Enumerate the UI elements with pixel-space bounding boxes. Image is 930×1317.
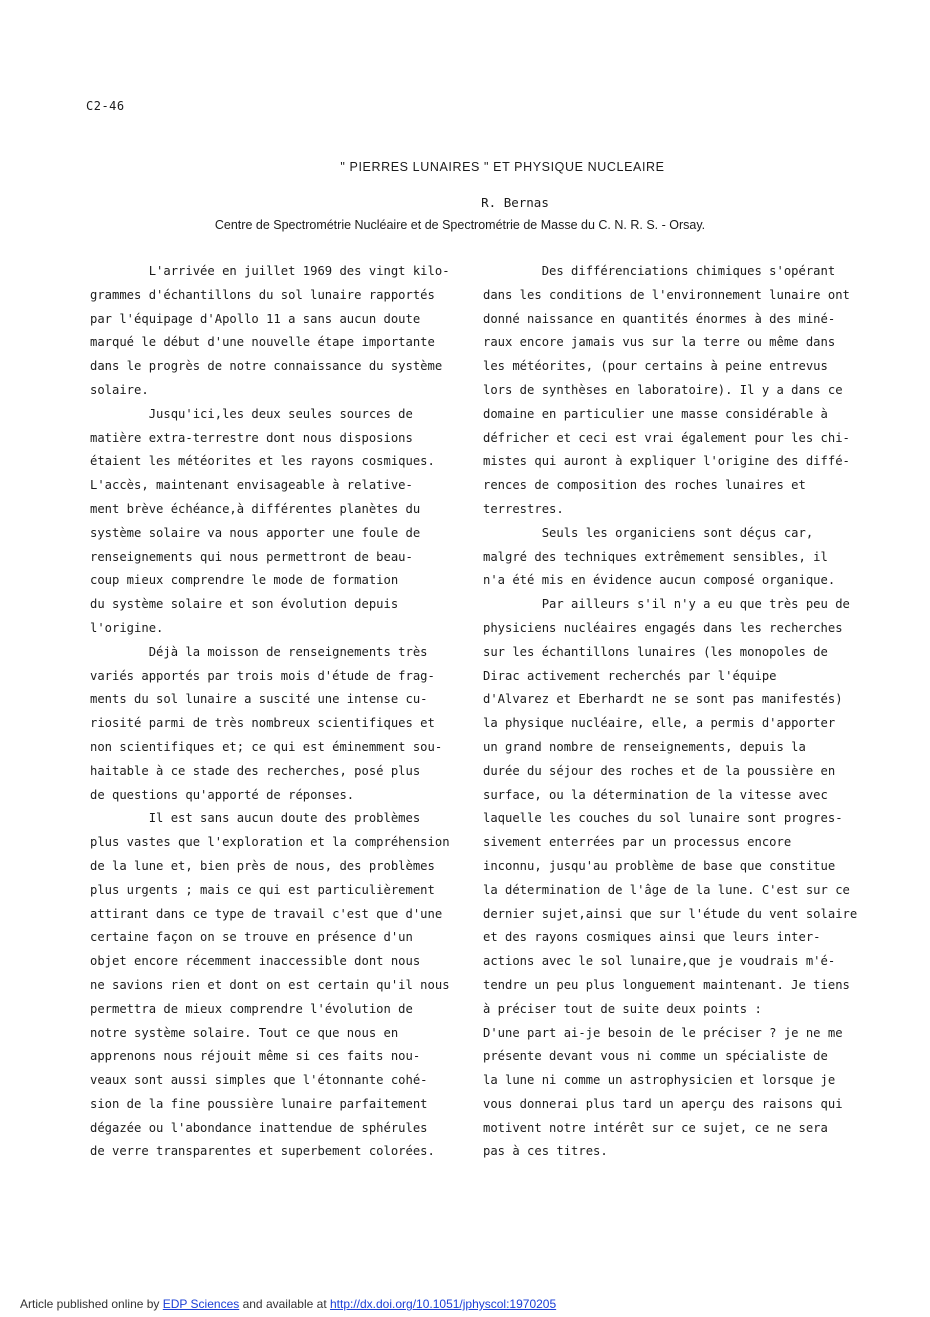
- text-line: vous donnerai plus tard un aperçu des raisons qui: [483, 1096, 843, 1111]
- text-line: raux encore jamais vus sur la terre ou même dans: [483, 335, 836, 350]
- text-line: Déjà la moisson de renseignements très: [90, 644, 428, 659]
- text-line: renseignements qui nous permettront de beau-: [90, 549, 413, 564]
- text-line: solaire.: [90, 382, 149, 397]
- text-line: et des rayons cosmiques ainsi que leurs inter-: [483, 930, 821, 945]
- text-line: actions avec le sol lunaire,que je voudrais m'é-: [483, 954, 836, 969]
- text-line: variés apportés par trois mois d'étude de frag-: [90, 668, 435, 683]
- text-line: laquelle les couches du sol lunaire sont progres-: [483, 811, 843, 826]
- text-line: par l'équipage d'Apollo 11 a sans aucun doute: [90, 311, 421, 326]
- text-line: durée du séjour des roches et de la poussière en: [483, 763, 836, 778]
- text-line: matière extra-terrestre dont nous disposions: [90, 430, 413, 445]
- text-line: un grand nombre de renseignements, depuis la: [483, 739, 806, 754]
- text-line: malgré des techniques extrêmement sensibles, il: [483, 549, 828, 564]
- text-line: d'Alvarez et Eberhardt ne se sont pas manifestés): [483, 692, 843, 707]
- text-line: donné naissance en quantités énormes à des miné-: [483, 311, 836, 326]
- text-line: présente devant vous ni comme un spécialiste de: [483, 1049, 828, 1064]
- text-line: la lune ni comme un astrophysicien et lorsque je: [483, 1073, 836, 1088]
- text-line: la physique nucléaire, elle, a permis d'apporter: [483, 716, 836, 731]
- text-line: défricher et ceci est vrai également pour les chi-: [483, 430, 850, 445]
- text-line: Jusqu'ici,les deux seules sources de: [90, 406, 413, 421]
- text-line: permettra de mieux comprendre l'évolution de: [90, 1001, 413, 1016]
- text-line: certaine façon on se trouve en présence d'un: [90, 930, 413, 945]
- text-line: plus urgents ; mais ce qui est particulièrement: [90, 882, 435, 897]
- text-line: L'accès, maintenant envisageable à relative-: [90, 478, 413, 493]
- text-line: pas à ces titres.: [483, 1144, 608, 1159]
- text-line: étaient les météorites et les rayons cosmiques.: [90, 454, 435, 469]
- text-line: veaux sont aussi simples que l'étonnante cohé-: [90, 1073, 428, 1088]
- right-column: [483, 260, 858, 1164]
- text-line: riosité parmi de très nombreux scientifiques et: [90, 716, 435, 731]
- text-line: coup mieux comprendre le mode de formation: [90, 573, 399, 588]
- page-id: C2-46: [86, 99, 125, 113]
- text-line: sur les échantillons lunaires (les monopoles de: [483, 644, 828, 659]
- text-line: rences de composition des roches lunaires et: [483, 478, 806, 493]
- text-line: dans les conditions de l'environnement lunaire ont: [483, 287, 850, 302]
- text-line: les météorites, (pour certains à peine entrevus: [483, 359, 828, 374]
- text-line: non scientifiques et; ce qui est éminemment sou-: [90, 739, 443, 754]
- footer-prefix: Article published online by: [20, 1297, 163, 1311]
- text-line: l'origine.: [90, 620, 164, 635]
- text-line: du système solaire et son évolution depuis: [90, 597, 399, 612]
- text-line: mistes qui auront à expliquer l'origine des diffé-: [483, 454, 850, 469]
- text-line: ne savions rien et dont on est certain qu'il nous: [90, 977, 450, 992]
- left-column: [90, 260, 455, 1164]
- text-line: domaine en particulier une masse considérable à: [483, 406, 828, 421]
- text-line: inconnu, jusqu'au problème de base que constitue: [483, 858, 836, 873]
- text-line: surface, ou la détermination de la vitesse avec: [483, 787, 828, 802]
- text-line: attirant dans ce type de travail c'est que d'une: [90, 906, 443, 921]
- publisher-link[interactable]: EDP Sciences: [162, 1297, 240, 1311]
- text-line: dernier sujet,ainsi que sur l'étude du vent solaire: [483, 906, 858, 921]
- text-line: D'une part ai-je besoin de le préciser ? je ne me: [483, 1025, 843, 1040]
- text-line: notre système solaire. Tout ce que nous en: [90, 1025, 399, 1040]
- text-line: Il est sans aucun doute des problèmes: [90, 811, 421, 826]
- text-line: objet encore récemment inaccessible dont nous: [90, 954, 421, 969]
- text-line: de verre transparentes et superbement colorées.: [90, 1144, 435, 1159]
- doi-link[interactable]: http://dx.doi.org/10.1051/jphyscol:1970205: [329, 1297, 557, 1311]
- text-line: dans le progrès de notre connaissance du système: [90, 359, 443, 374]
- text-line: plus vastes que l'exploration et la compréhension: [90, 835, 450, 850]
- text-line: motivent notre intérêt sur ce sujet, ce ne sera: [483, 1120, 828, 1135]
- text-line: Seuls les organiciens sont déçus car,: [483, 525, 814, 540]
- text-line: tendre un peu plus longuement maintenant. Je tiens: [483, 977, 850, 992]
- text-line: marqué le début d'une nouvelle étape importante: [90, 335, 435, 350]
- text-line: dégazée ou l'abondance inattendue de sphérules: [90, 1120, 428, 1135]
- text-line: physiciens nucléaires engagés dans les recherches: [483, 620, 843, 635]
- text-line: Des différenciations chimiques s'opérant: [483, 264, 836, 278]
- text-line: ments du sol lunaire a suscité une intense cu-: [90, 692, 428, 707]
- author: R. Bernas: [481, 195, 549, 210]
- text-line: la détermination de l'âge de la lune. C'est sur ce: [483, 882, 850, 897]
- text-line: sion de la fine poussière lunaire parfaitement: [90, 1096, 428, 1111]
- footer: [20, 1297, 556, 1311]
- text-line: Par ailleurs s'il n'y a eu que très peu de: [483, 597, 850, 612]
- text-line: ment brève échéance,à différentes planètes du: [90, 501, 421, 516]
- text-line: grammes d'échantillons du sol lunaire rapportés: [90, 287, 435, 302]
- footer-middle: and available at: [239, 1297, 330, 1311]
- article-title: " PIERRES LUNAIRES " ET PHYSIQUE NUCLEAIRE: [340, 160, 665, 174]
- text-line: haitable à ce stade des recherches, posé plus: [90, 763, 421, 778]
- text-line: apprenons nous réjouit même si ces faits nou-: [90, 1049, 421, 1064]
- text-line: L'arrivée en juillet 1969 des vingt kilo-: [90, 264, 450, 278]
- affiliation: Centre de Spectrométrie Nucléaire et de Spectrométrie de Masse du C. N. R. S. - Orsay.: [214, 218, 706, 232]
- text-line: de questions qu'apporté de réponses.: [90, 787, 355, 802]
- text-line: de la lune et, bien près de nous, des problèmes: [90, 858, 435, 873]
- text-line: sivement enterrées par un processus encore: [483, 835, 792, 850]
- text-line: système solaire va nous apporter une foule de: [90, 525, 421, 540]
- text-line: n'a été mis en évidence aucun composé organique.: [483, 573, 836, 588]
- text-line: Dirac activement recherchés par l'équipe: [483, 668, 777, 683]
- text-line: à préciser tout de suite deux points :: [483, 1001, 762, 1016]
- text-line: terrestres.: [483, 501, 564, 516]
- text-line: lors de synthèses en laboratoire). Il y a dans ce: [483, 382, 843, 397]
